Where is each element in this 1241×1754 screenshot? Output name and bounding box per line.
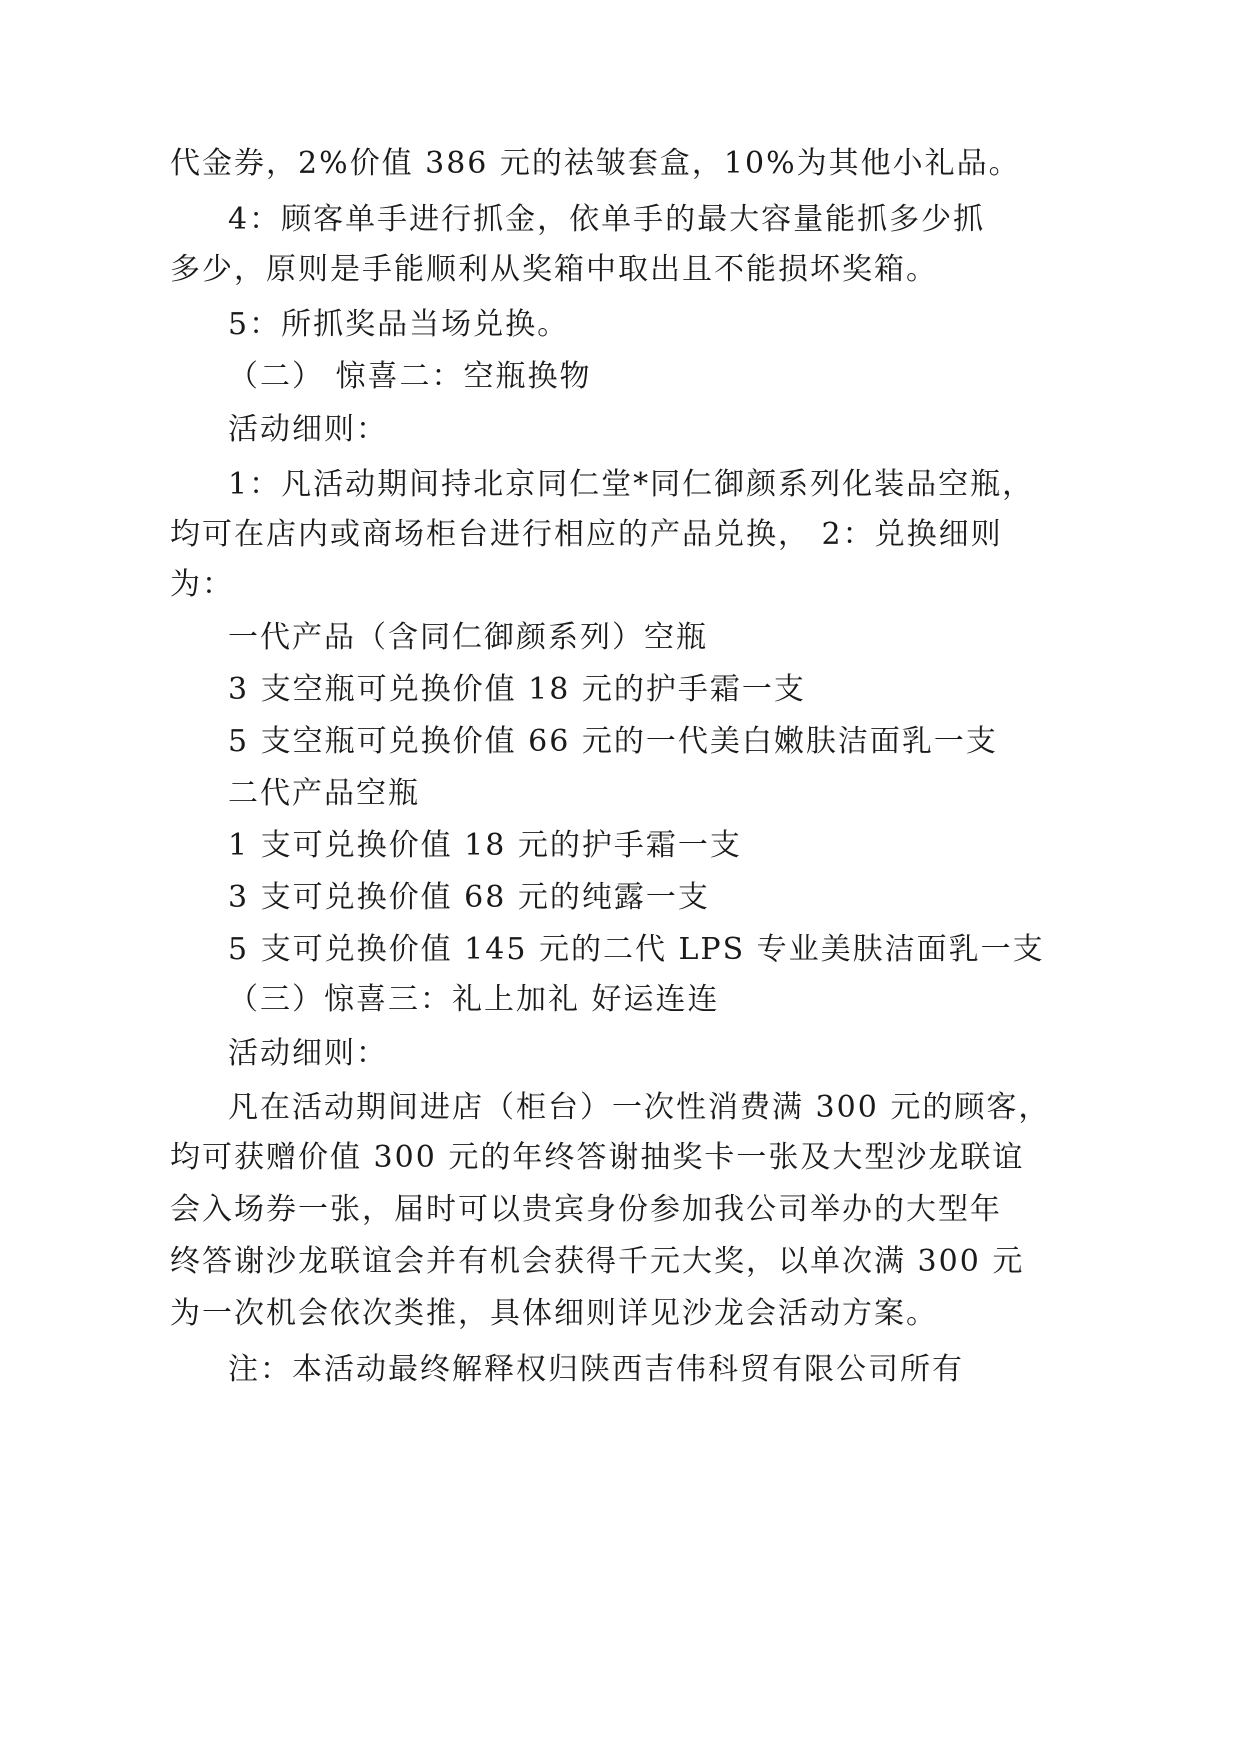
text-line-22: 终答谢沙龙联谊会并有机会获得千元大奖，以单次满 300 元 bbox=[170, 1244, 1025, 1279]
text-line-3: 多少，原则是手能顺利从奖箱中取出且不能损坏奖箱。 bbox=[170, 252, 938, 287]
text-line-4: 5：所抓奖品当场兑换。 bbox=[228, 307, 570, 342]
text-line-10: 一代产品（含同仁御颜系列）空瓶 bbox=[228, 620, 708, 655]
text-line-8: 均可在店内或商场柜台进行相应的产品兑换， 2：兑换细则 bbox=[170, 517, 1003, 552]
text-line-23: 为一次机会依次类推，具体细则详见沙龙会活动方案。 bbox=[170, 1296, 938, 1331]
text-line-18: 活动细则： bbox=[228, 1036, 388, 1071]
text-line-14: 1 支可兑换价值 18 元的护手霜一支 bbox=[228, 828, 742, 863]
text-line-19: 凡在活动期间进店（柜台）一次性消费满 300 元的顾客， bbox=[228, 1090, 1051, 1125]
section-heading-3: （三）惊喜三：礼上加礼 好运连连 bbox=[228, 982, 720, 1017]
text-line-11: 3 支空瓶可兑换价值 18 元的护手霜一支 bbox=[228, 672, 806, 707]
text-line-15: 3 支可兑换价值 68 元的纯露一支 bbox=[228, 880, 710, 915]
text-line-12: 5 支空瓶可兑换价值 66 元的一代美白嫩肤洁面乳一支 bbox=[228, 724, 998, 759]
text-line-21: 会入场券一张，届时可以贵宾身份参加我公司举办的大型年 bbox=[170, 1192, 1002, 1227]
section-heading-2: （二） 惊喜二：空瓶换物 bbox=[228, 359, 592, 394]
text-line-13: 二代产品空瓶 bbox=[228, 776, 420, 811]
text-line-2: 4：顾客单手进行抓金，依单手的最大容量能抓多少抓 bbox=[228, 202, 986, 237]
text-line-1: 代金券，2%价值 386 元的祛皱套盒，10%为其他小礼品。 bbox=[170, 146, 1021, 181]
text-line-24: 注：本活动最终解释权归陕西吉伟科贸有限公司所有 bbox=[228, 1352, 964, 1387]
text-line-6: 活动细则： bbox=[228, 412, 388, 447]
text-line-9: 为： bbox=[170, 567, 234, 602]
text-line-20: 均可获赠价值 300 元的年终答谢抽奖卡一张及大型沙龙联谊 bbox=[170, 1140, 1025, 1175]
text-line-16: 5 支可兑换价值 145 元的二代 LPS 专业美肤洁面乳一支 bbox=[228, 932, 1045, 967]
text-line-7: 1：凡活动期间持北京同仁堂*同仁御颜系列化装品空瓶， bbox=[228, 467, 1035, 502]
